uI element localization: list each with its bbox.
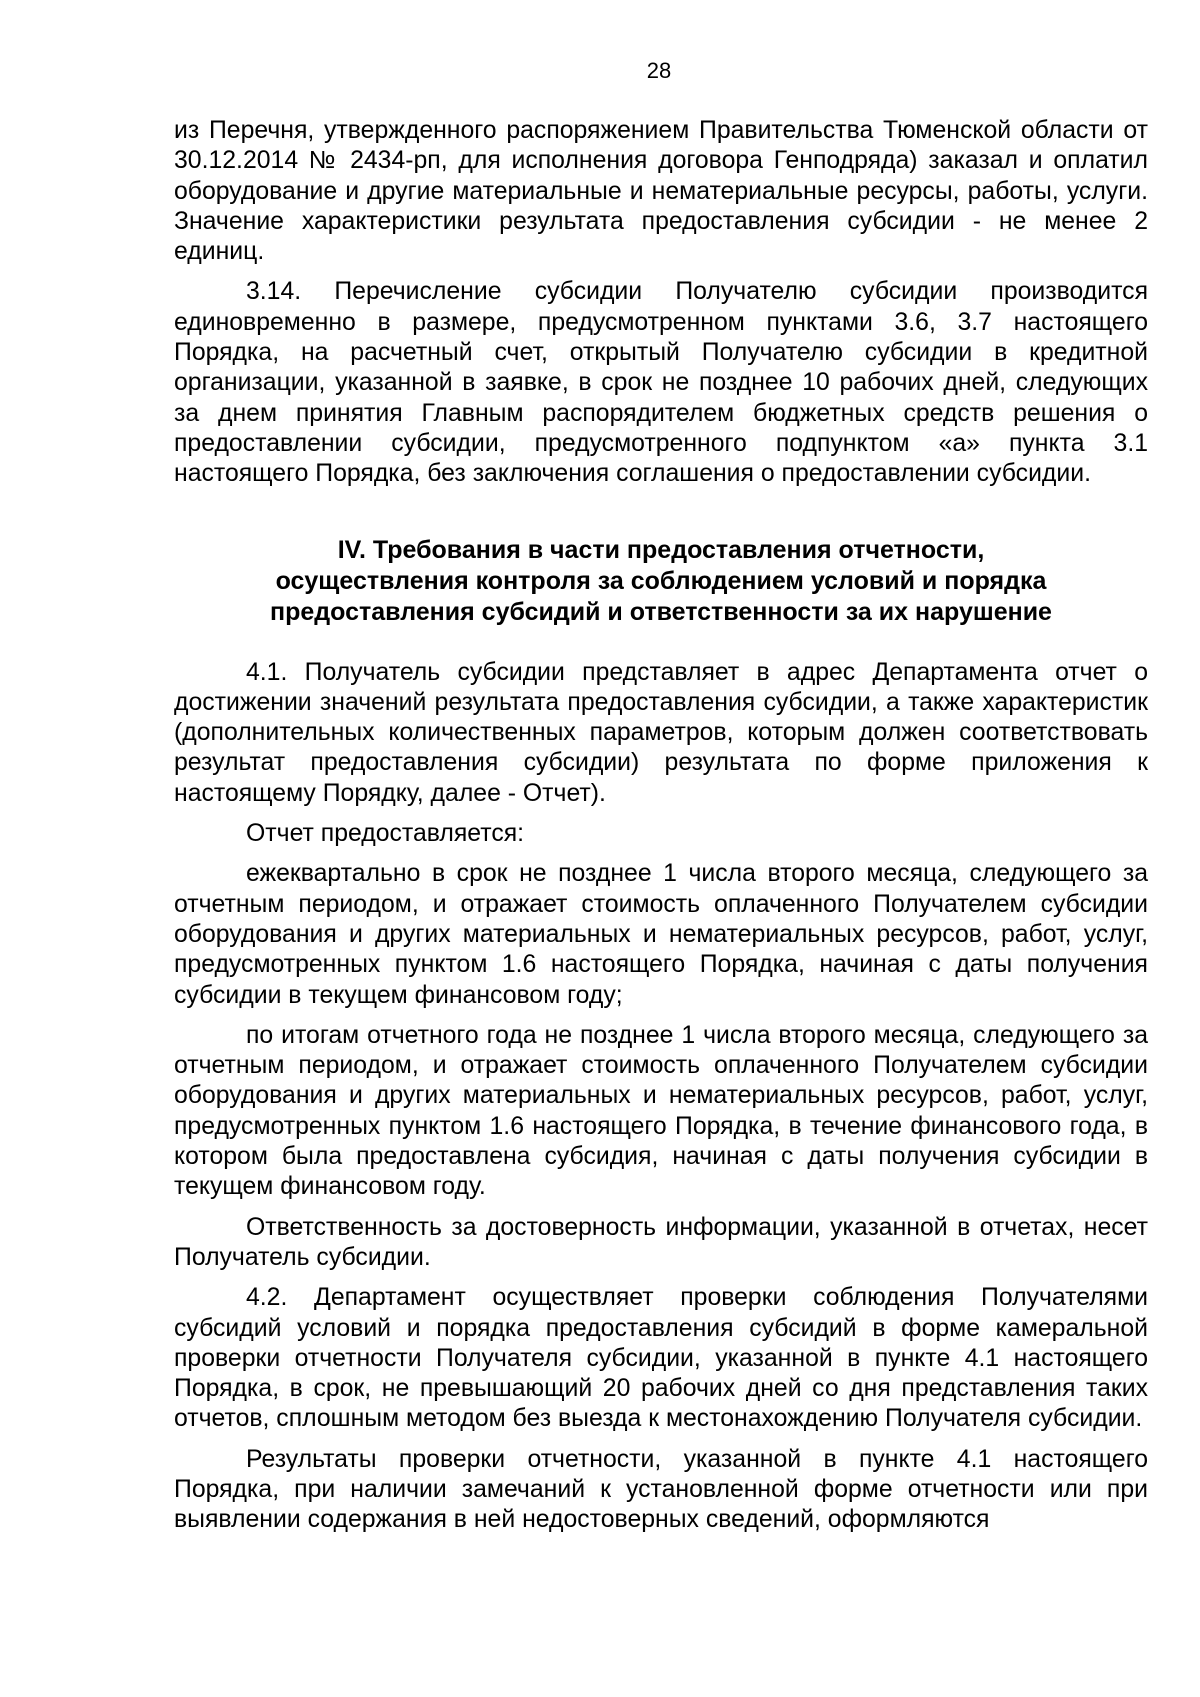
paragraph-continuation: из Перечня, утвержденного распоряжением Правительства Тюменской области от 30.12.2014 № 2434-рп, для исполнения договора Генподряда) заказал и оплатил оборудование и другие материальные и нематериальные ресурсы, работы, услуги. Значение характеристики результата предоставления субсидии - не менее 2 единиц.	[174, 117, 1148, 266]
section-heading-line: осуществления контроля за соблюдением условий и порядка	[275, 566, 1047, 595]
paragraph-responsibility: Ответственность за достоверность информации, указанной в отчетах, несет Получатель субсидии.	[174, 1213, 1148, 1271]
paragraph-3-14: 3.14. Перечисление субсидии Получателю субсидии производится единовременно в размере, предусмотренном пунктами 3.6, 3.7 настоящего Порядка, на расчетный счет, открытый Получателю субсидии в кредитной организации, указанной в заявке, в срок не позднее 10 рабочих дней, следующих за днем принятия Главным распорядителем бюджетных средств решения о предоставлении субсидии, предусмотренного подпунктом «а» пункта 3.1 настоящего Порядка, без заключения соглашения о предоставлении субсидии.	[174, 278, 1148, 488]
section-heading	[174, 535, 1148, 628]
section-heading-line: предоставления субсидий и ответственности за их нарушение	[270, 597, 1052, 626]
paragraph-4-1: 4.1. Получатель субсидии представляет в адрес Департамента отчет о достижении значений результата предоставления субсидии, а также характеристик (дополнительных количественных параметров, которым должен соответствовать результат предоставления субсидии) результата по форме приложения к настоящему Порядку, далее - Отчет).	[174, 658, 1148, 807]
document-body	[174, 116, 1148, 1546]
section-heading-line: IV. Требования в части предоставления отчетности,	[337, 535, 985, 564]
paragraph-4-2: 4.2. Департамент осуществляет проверки соблюдения Получателями субсидий условий и порядка предоставления субсидий в форме камеральной проверки отчетности Получателя субсидии, указанной в пункте 4.1 настоящего Порядка, в срок, не превышающий 20 рабочих дней со дня представления таких отчетов, сплошным методом без выезда к местонахождению Получателя субсидии.	[174, 1284, 1148, 1433]
paragraph-annual: по итогам отчетного года не позднее 1 числа второго месяца, следующего за отчетным периодом, и отражает стоимость оплаченного Получателем субсидии оборудования и других материальных и нематериальных ресурсов, работ, услуг, предусмотренных пунктом 1.6 настоящего Порядка, в течение финансового года, в котором была предоставлена субсидия, начиная с даты получения субсидии в текущем финансовом году.	[174, 1021, 1148, 1201]
paragraph-results: Результаты проверки отчетности, указанной в пункте 4.1 настоящего Порядка, при наличии замечаний к установленной форме отчетности или при выявлении содержания в ней недостоверных сведений, оформляются	[174, 1445, 1148, 1534]
page-number: 28	[646, 58, 672, 83]
paragraph-quarterly: ежеквартально в срок не позднее 1 числа второго месяца, следующего за отчетным периодом, и отражает стоимость оплаченного Получателем субсидии оборудования и других материальных и нематериальных ресурсов, работ, услуг, предусмотренных пунктом 1.6 настоящего Порядка, начиная с даты получения субсидии в текущем финансовом году;	[174, 860, 1148, 1009]
paragraph-report-intro: Отчет предоставляется:	[246, 820, 525, 848]
